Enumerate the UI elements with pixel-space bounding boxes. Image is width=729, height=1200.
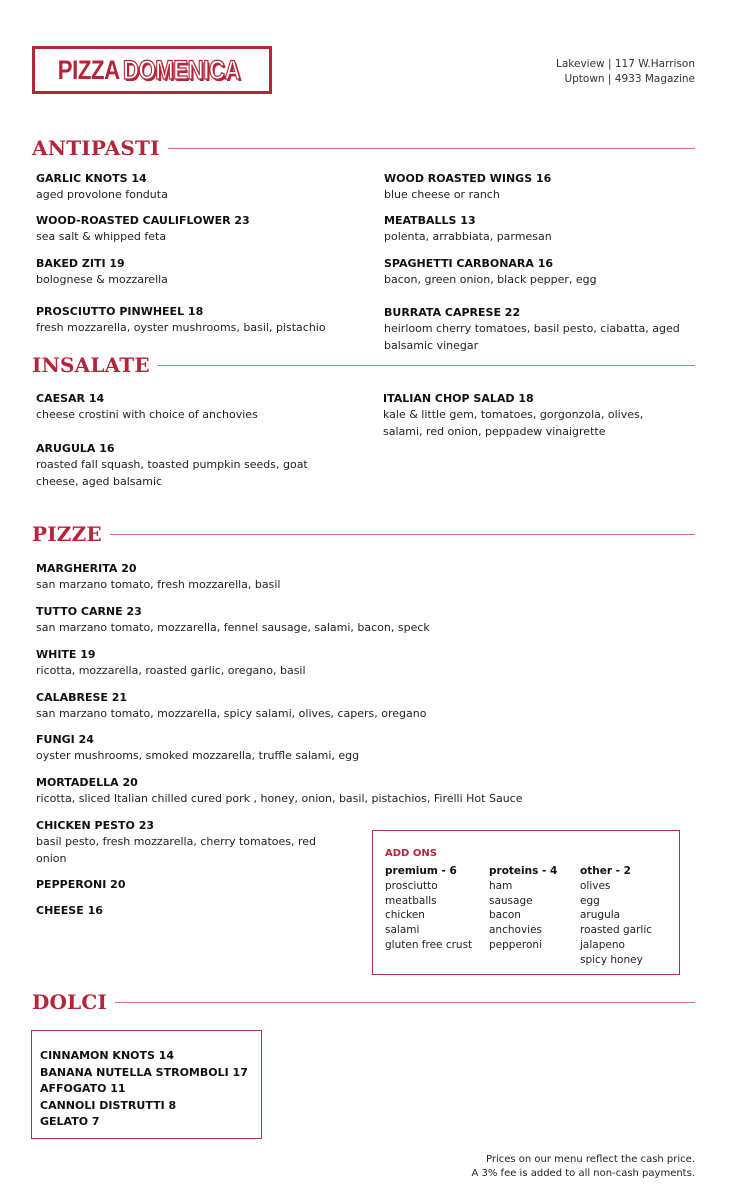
item-name: PROSCIUTTO PINWHEEL 18 [36, 305, 204, 318]
addons-column-header: premium - 6 [385, 865, 457, 877]
dolci-item: GELATO 7 [40, 1115, 100, 1128]
item-name: ARUGULA 16 [36, 442, 115, 455]
item-desc: ricotta, mozzarella, roasted garlic, oregano, basil [36, 664, 306, 677]
item-name: CHICKEN PESTO 23 [36, 819, 155, 832]
addon-item: olives [580, 879, 611, 892]
section-pizze [32, 522, 695, 546]
addon-item: prosciutto [385, 879, 438, 892]
addon-item: meatballs [385, 894, 437, 907]
addons-column-premium [385, 864, 472, 953]
menu-item [384, 256, 714, 289]
item-desc: san marzano tomato, fresh mozzarella, basil [36, 578, 281, 591]
item-name: TUTTO CARNE 23 [36, 605, 142, 618]
menu-item [36, 732, 596, 765]
item-name: PEPPERONI 20 [36, 878, 126, 891]
logo [32, 46, 272, 94]
item-name: MARGHERITA 20 [36, 562, 137, 575]
dolci-item: AFFOGATO 11 [40, 1082, 126, 1095]
addon-item: chicken [385, 909, 425, 922]
item-name: MORTADELLA 20 [36, 776, 138, 789]
dolci-item: BANANA NUTELLA STROMBOLI 17 [40, 1065, 248, 1079]
item-name: FUNGI 24 [36, 733, 94, 746]
addons-column-other [580, 864, 652, 968]
dolci-item: CANNOLI DISTRUTTI 8 [40, 1098, 177, 1112]
section-divider [110, 534, 695, 535]
menu-item [36, 604, 596, 637]
location-uptown: Uptown | 4933 Magazine [564, 73, 695, 85]
dolci-box [31, 1030, 262, 1139]
section-title: DOLCI [32, 990, 108, 1014]
item-name: BAKED ZITI 19 [36, 257, 125, 270]
menu-item [383, 391, 673, 440]
section-antipasti [32, 136, 695, 160]
menu-item [36, 256, 366, 289]
section-insalate [32, 353, 695, 377]
menu-item [36, 304, 376, 337]
dolci-list [40, 1048, 248, 1131]
item-desc: san marzano tomato, mozzarella, spicy salami, olives, capers, oregano [36, 707, 427, 720]
item-name: GARLIC KNOTS 14 [36, 172, 147, 185]
item-desc: ricotta, sliced Italian chilled cured pork , honey, onion, basil, pistachios, Firelli Hot Sauce [36, 792, 523, 805]
addons-column-header: other - 2 [580, 865, 631, 877]
locations [556, 57, 695, 87]
addon-item: roasted garlic [580, 924, 653, 937]
menu-item [384, 213, 714, 246]
item-name: WHITE 19 [36, 648, 96, 661]
item-name: WOOD-ROASTED CAULIFLOWER 23 [36, 214, 250, 227]
section-title: INSALATE [32, 353, 150, 377]
addon-item: gluten free crust [385, 938, 473, 951]
item-name: ITALIAN CHOP SALAD 18 [383, 392, 534, 405]
item-desc: blue cheese or ranch [384, 188, 500, 201]
menu-item [384, 171, 714, 204]
location-lakeview: Lakeview | 117 W.Harrison [556, 58, 695, 70]
item-name: CAESAR 14 [36, 392, 105, 405]
item-name: SPAGHETTI CARBONARA 16 [384, 257, 554, 270]
menu-item [36, 903, 366, 919]
menu-item [36, 690, 596, 723]
item-name: BURRATA CAPRESE 22 [384, 306, 521, 319]
addons-column-header: proteins - 4 [489, 865, 558, 877]
logo-pizza: PIZZA [57, 54, 120, 85]
section-divider [115, 1002, 695, 1003]
item-desc: bacon, green onion, black pepper, egg [384, 273, 597, 286]
section-title: ANTIPASTI [32, 136, 160, 160]
section-divider [168, 148, 695, 149]
addon-item: anchovies [489, 924, 543, 937]
addon-item: jalapeno [580, 938, 625, 951]
menu-item [384, 305, 704, 354]
addon-item: arugula [580, 909, 621, 922]
addon-item: egg [580, 894, 600, 907]
addon-item: pepperoni [489, 938, 542, 951]
item-name: MEATBALLS 13 [384, 214, 476, 227]
addons-title: ADD ONS [385, 848, 437, 859]
addons-column-proteins [489, 864, 557, 953]
menu-item [36, 775, 636, 808]
addon-item: ham [489, 879, 513, 892]
logo-domenica: DOMENICA [123, 54, 241, 85]
menu-item [36, 391, 366, 424]
item-desc: oyster mushrooms, smoked mozzarella, truffle salami, egg [36, 749, 360, 762]
menu-item [36, 441, 346, 490]
addon-item: spicy honey [580, 953, 643, 966]
item-desc: heirloom cherry tomatoes, basil pesto, ciabatta, aged balsamic vinegar [384, 322, 680, 352]
disclaimer-line: A 3% fee is added to all non-cash payments. [471, 1168, 695, 1179]
item-desc: bolognese & mozzarella [36, 273, 168, 286]
addon-item: sausage [489, 894, 533, 907]
disclaimer-line: Prices on our menu reflect the cash price. [485, 1154, 695, 1165]
item-desc: san marzano tomato, mozzarella, fennel sausage, salami, bacon, speck [36, 621, 430, 634]
menu-item [36, 561, 596, 594]
menu-item [36, 647, 596, 680]
dolci-item: CINNAMON KNOTS 14 [40, 1049, 175, 1062]
menu-item [36, 213, 366, 246]
section-divider [158, 365, 695, 366]
item-desc: basil pesto, fresh mozzarella, cherry tomatoes, red onion [36, 835, 317, 865]
price-disclaimer [471, 1153, 695, 1181]
addons-box [372, 830, 680, 975]
item-name: CALABRESE 21 [36, 691, 128, 704]
item-desc: polenta, arrabbiata, parmesan [384, 230, 552, 243]
menu-item [36, 171, 366, 204]
item-desc: sea salt & whipped feta [36, 230, 167, 243]
section-dolci [32, 990, 695, 1014]
menu-item [36, 818, 326, 867]
item-desc: kale & little gem, tomatoes, gorgonzola, olives, salami, red onion, peppadew vinaigrette [383, 408, 644, 438]
item-desc: roasted fall squash, toasted pumpkin seeds, goat cheese, aged balsamic [36, 458, 308, 488]
menu-item [36, 877, 366, 893]
addon-item: bacon [489, 909, 521, 922]
item-desc: aged provolone fonduta [36, 188, 168, 201]
item-name: CHEESE 16 [36, 904, 103, 917]
addon-item: salami [385, 924, 420, 937]
item-desc: cheese crostini with choice of anchovies [36, 408, 258, 421]
section-title: PIZZE [32, 522, 102, 546]
item-desc: fresh mozzarella, oyster mushrooms, basil, pistachio [36, 321, 326, 334]
item-name: WOOD ROASTED WINGS 16 [384, 172, 552, 185]
